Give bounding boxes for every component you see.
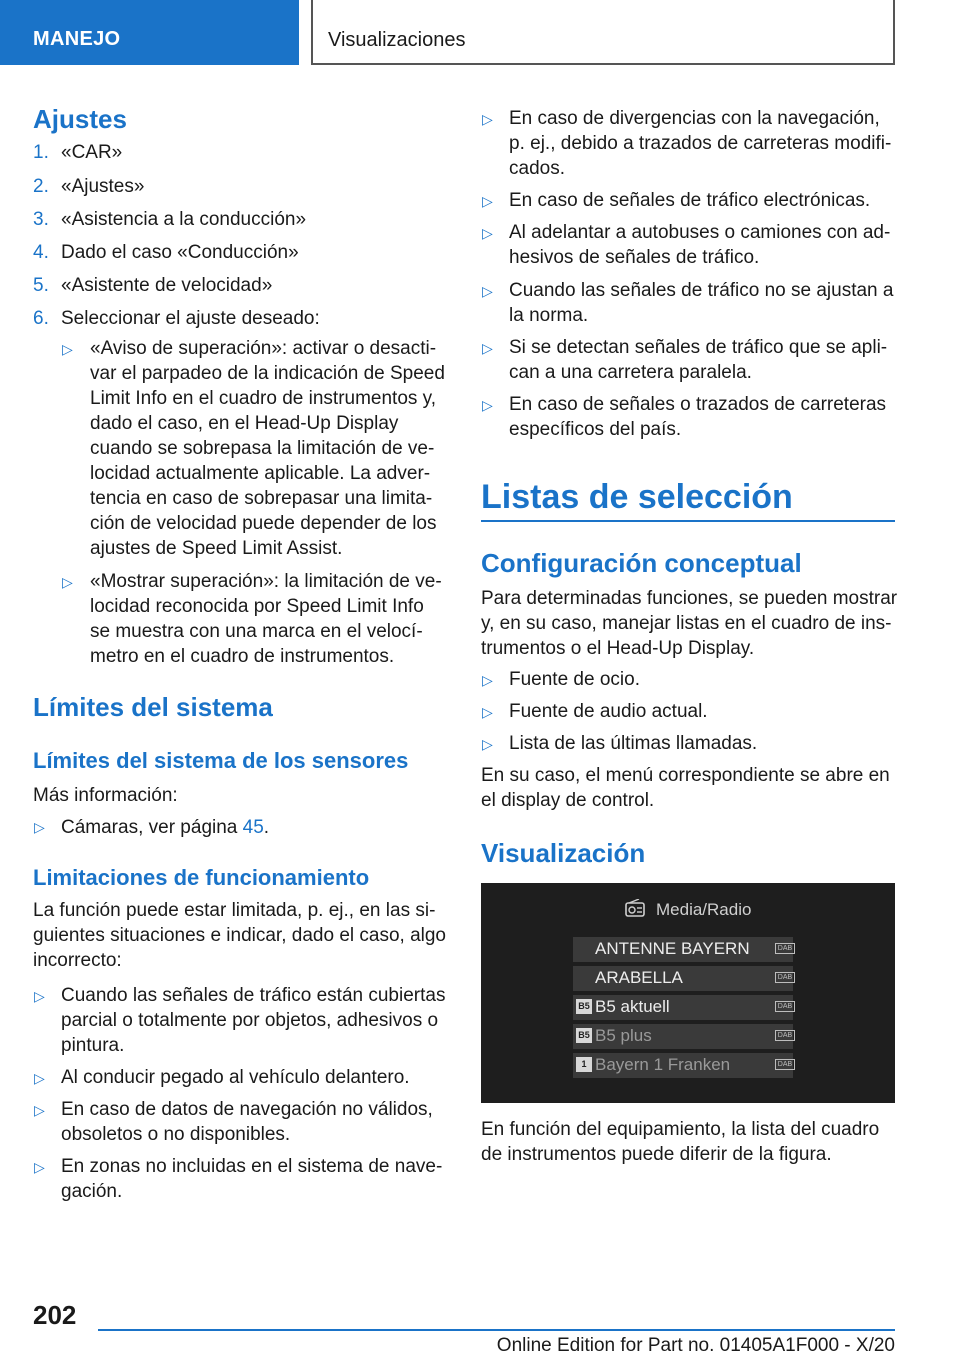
bullet-line: locidad reconocida por Speed Limit Info <box>90 596 424 617</box>
chapter-header <box>311 0 895 65</box>
step-text: «Ajustes» <box>61 176 145 197</box>
section-tab <box>0 0 299 65</box>
camaras-end: . <box>263 817 270 838</box>
bullet-line: Si se detectan señales de tráfico que se apli- <box>509 337 888 358</box>
step-text: «Asistente de velocidad» <box>61 275 273 296</box>
dab-badge: DAB <box>775 1030 795 1041</box>
triangle-bullet-icon: ▷ <box>34 1070 45 1086</box>
bullet-line: Al adelantar a autobuses o camiones con ad- <box>509 222 891 243</box>
bullet-line: parcial o totalmente por objetos, adhesivos o <box>61 1010 439 1031</box>
config-heading: Configuración conceptual <box>481 548 802 578</box>
paragraph-line: el display de control. <box>481 790 655 811</box>
triangle-bullet-icon: ▷ <box>482 397 493 413</box>
station-label: B5 plus <box>595 1026 652 1045</box>
station-label: ANTENNE BAYERN <box>595 939 750 958</box>
instrument-cluster-screenshot <box>481 883 895 1103</box>
bullet-line: tencia en caso de sobrepasar una limita- <box>90 488 433 509</box>
bullet-line: var el parpadeo de la indicación de Speed <box>90 363 445 384</box>
paragraph-line: y, en su caso, manejar listas en el cuadro de ins- <box>481 613 892 634</box>
step-text: «CAR» <box>61 142 123 163</box>
limitaciones-heading: Limitaciones de funcionamiento <box>33 865 370 890</box>
bullet-line: ción de velocidad puede depender de los <box>90 513 437 534</box>
step-text: Seleccionar el ajuste deseado: <box>61 308 320 329</box>
chapter-label: Visualizaciones <box>328 29 466 51</box>
bullet-line: obsoletos o no disponibles. <box>61 1124 291 1145</box>
bullet-line: la norma. <box>509 305 589 326</box>
bullet-line: En caso de datos de navegación no válidos, <box>61 1099 433 1120</box>
station-row <box>573 966 793 991</box>
triangle-bullet-icon: ▷ <box>482 340 493 356</box>
paragraph-line: La función puede estar limitada, p. ej., en las si- <box>33 900 436 921</box>
bullet-line: En caso de señales de tráfico electrónicas. <box>509 190 871 211</box>
paragraph-line: trumentos o el Head-Up Display. <box>481 638 755 659</box>
listas-heading: Listas de selección <box>481 478 793 516</box>
visualizacion-heading: Visualización <box>481 838 646 868</box>
bullet-line: Fuente de audio actual. <box>509 701 708 722</box>
bullet-line: Lista de las últimas llamadas. <box>509 733 758 754</box>
bullet-line: En caso de señales o trazados de carreteras <box>509 394 887 415</box>
bullet-line: Cuando las señales de tráfico no se ajustan a <box>509 280 894 301</box>
step-number: 5. <box>33 275 49 296</box>
bullet-line: metro en el cuadro de instrumentos. <box>90 646 395 667</box>
triangle-bullet-icon: ▷ <box>482 111 493 127</box>
station-logo-icon: B5 <box>576 999 592 1014</box>
bullet-line: En zonas no incluidas en el sistema de nave- <box>61 1156 443 1177</box>
step-number: 3. <box>33 209 49 230</box>
station-label: Bayern 1 Franken <box>595 1055 731 1074</box>
paragraph-line: Para determinadas funciones, se pueden mostrar <box>481 588 898 609</box>
paragraph-line: guientes situaciones e indicar, dado el caso, algo <box>33 925 446 946</box>
bullet-line: ajustes de Speed Limit Assist. <box>90 538 343 559</box>
bullet-line: Limit Info en el cuadro de instrumentos y, <box>90 388 437 409</box>
bullet-line: Al conducir pegado al vehículo delantero. <box>61 1067 410 1088</box>
triangle-bullet-icon: ▷ <box>482 672 493 688</box>
bullet-line <box>61 815 269 840</box>
dab-badge: DAB <box>775 943 795 954</box>
bullet-line: Cuando las señales de tráfico están cubiertas <box>61 985 446 1006</box>
bullet-line: locidad actualmente aplicable. La adver- <box>90 463 431 484</box>
page-number: 202 <box>33 1300 77 1330</box>
triangle-bullet-icon: ▷ <box>482 225 493 241</box>
footer-rule <box>98 1329 895 1331</box>
triangle-bullet-icon: ▷ <box>482 193 493 209</box>
bullet-line: pintura. <box>61 1035 125 1056</box>
bullet-line: cuando se sobrepasa la limitación de ve- <box>90 438 435 459</box>
triangle-bullet-icon: ▷ <box>34 1102 45 1118</box>
step-number: 4. <box>33 242 49 263</box>
step-text: «Asistencia a la conducción» <box>61 209 307 230</box>
bullet-line: dado el caso, en el Head-Up Display <box>90 413 399 434</box>
bullet-line: «Aviso de superación»: activar o desacti- <box>90 338 437 359</box>
dab-badge: DAB <box>775 1059 795 1070</box>
heading-rule <box>481 520 895 522</box>
bullet-line: p. ej., debido a trazados de carreteras modifi- <box>509 133 892 154</box>
step-number: 6. <box>33 308 49 329</box>
caption-line: En función del equipamiento, la lista del cuadro <box>481 1119 880 1140</box>
station-row <box>573 937 793 962</box>
triangle-bullet-icon: ▷ <box>34 819 45 835</box>
bullet-line: cados. <box>509 158 565 179</box>
station-logo-icon: 1 <box>576 1057 592 1072</box>
mas-info-text: Más información: <box>33 785 178 806</box>
sensores-heading: Límites del sistema de los sensores <box>33 748 409 773</box>
triangle-bullet-icon: ▷ <box>62 574 73 590</box>
paragraph-line: incorrecto: <box>33 950 122 971</box>
dab-badge: DAB <box>775 972 795 983</box>
station-logo-icon: B5 <box>576 1028 592 1043</box>
paragraph-line: En su caso, el menú correspondiente se abre en <box>481 765 890 786</box>
bullet-line: gación. <box>61 1181 123 1202</box>
triangle-bullet-icon: ▷ <box>62 341 73 357</box>
edition-text: Online Edition for Part no. 01405A1F000 - X/20 <box>496 1335 895 1356</box>
step-number: 1. <box>33 142 49 163</box>
camaras-text: Cámaras, ver página <box>61 817 243 838</box>
bullet-line: específicos del país. <box>509 419 682 440</box>
page-link[interactable]: 45 <box>242 817 264 838</box>
section-label: MANEJO <box>33 28 121 50</box>
triangle-bullet-icon: ▷ <box>482 283 493 299</box>
station-row <box>573 1024 793 1049</box>
station-row <box>573 995 793 1020</box>
triangle-bullet-icon: ▷ <box>34 988 45 1004</box>
station-label: B5 aktuell <box>595 997 670 1016</box>
dab-badge: DAB <box>775 1001 795 1012</box>
caption-line: de instrumentos puede diferir de la figura. <box>481 1144 832 1165</box>
bullet-line: «Mostrar superación»: la limitación de ve- <box>90 571 442 592</box>
step-text: Dado el caso «Conducción» <box>61 242 299 263</box>
bullet-line: se muestra con una marca en el velocí- <box>90 621 423 642</box>
ajustes-heading: Ajustes <box>33 104 127 134</box>
triangle-bullet-icon: ▷ <box>482 736 493 752</box>
limites-heading: Límites del sistema <box>33 692 273 722</box>
bullet-line: hesivos de señales de tráfico. <box>509 247 760 268</box>
station-row <box>573 1053 793 1078</box>
triangle-bullet-icon: ▷ <box>482 704 493 720</box>
station-label: ARABELLA <box>595 968 683 987</box>
step-number: 2. <box>33 176 49 197</box>
bullet-line: can a una carretera paralela. <box>509 362 752 383</box>
screen-title: Media/Radio <box>656 900 752 919</box>
bullet-line: En caso de divergencias con la navegación, <box>509 108 880 129</box>
triangle-bullet-icon: ▷ <box>34 1159 45 1175</box>
media-radio-icon <box>623 899 647 919</box>
bullet-line: Fuente de ocio. <box>509 669 640 690</box>
